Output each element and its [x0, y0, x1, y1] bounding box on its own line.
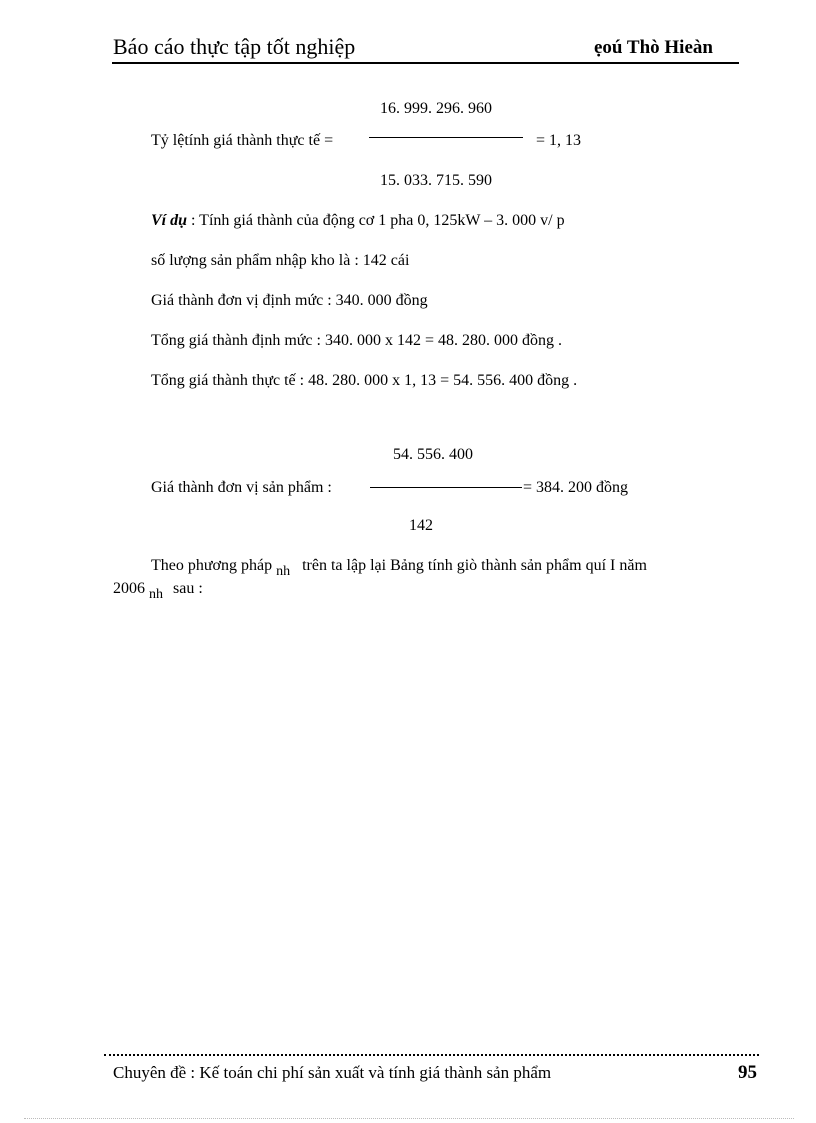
example-label: Ví dụ — [151, 212, 188, 229]
page-number: 95 — [738, 1062, 757, 1083]
header-author: ẹoú Thò Hieàn — [594, 37, 713, 58]
ratio-denominator: 15. 033. 715. 590 — [380, 172, 492, 189]
paragraph-line-1-end: trên ta lập lại Bảng tính giò thành sản phẩm quí I năm — [302, 557, 647, 574]
example-total-actual-cost: Tổng giá thành thực tế : 48. 280. 000 x 1, 13 = 54. 556. 400 đồng . — [151, 372, 578, 389]
unit-numerator: 54. 556. 400 — [393, 446, 473, 463]
example-text: : Tính giá thành của động cơ 1 pha 0, 125kW – 3. 000 v/ p — [191, 212, 565, 229]
paragraph-line-1-subscript: nh — [276, 564, 291, 579]
paragraph-line-2-subscript: nh — [149, 587, 163, 602]
example-quantity: số lượng sản phẩm nhập kho là : 142 cái — [151, 252, 410, 269]
ratio-numerator: 16. 999. 296. 960 — [380, 100, 492, 117]
example-total-standard-cost: Tổng giá thành định mức : 340. 000 x 142 = 48. 280. 000 đồng . — [151, 332, 562, 349]
paragraph-line-2-end: sau : — [173, 580, 203, 597]
unit-denominator: 142 — [409, 517, 433, 534]
header-title: Báo cáo thực tập tốt nghiệp — [113, 34, 356, 59]
header-rule — [112, 62, 739, 64]
unit-label: Giá thành đơn vị sản phẩm : — [151, 479, 332, 496]
paragraph-line-2-start: 2006 — [113, 580, 145, 597]
example-unit-standard-cost: Giá thành đơn vị định mức : 340. 000 đồng — [151, 292, 428, 309]
bottom-dotted-rule — [24, 1118, 794, 1119]
unit-fraction-bar — [370, 487, 522, 488]
ratio-fraction-bar — [369, 137, 523, 138]
paragraph-line-1-start: Theo phương pháp — [151, 557, 273, 574]
footer-rule — [104, 1054, 759, 1056]
paragraph-line-2 — [113, 580, 203, 602]
paragraph-line-1 — [151, 557, 647, 579]
example-line — [151, 212, 565, 230]
ratio-result: = 1, 13 — [536, 132, 582, 149]
ratio-label: Tỷ lệtính giá thành thực tế = — [151, 132, 334, 149]
footer-text: Chuyên đề : Kế toán chi phí sản xuất và tính giá thành sản phẩm — [113, 1063, 552, 1082]
unit-result: = 384. 200 đồng — [523, 479, 629, 496]
